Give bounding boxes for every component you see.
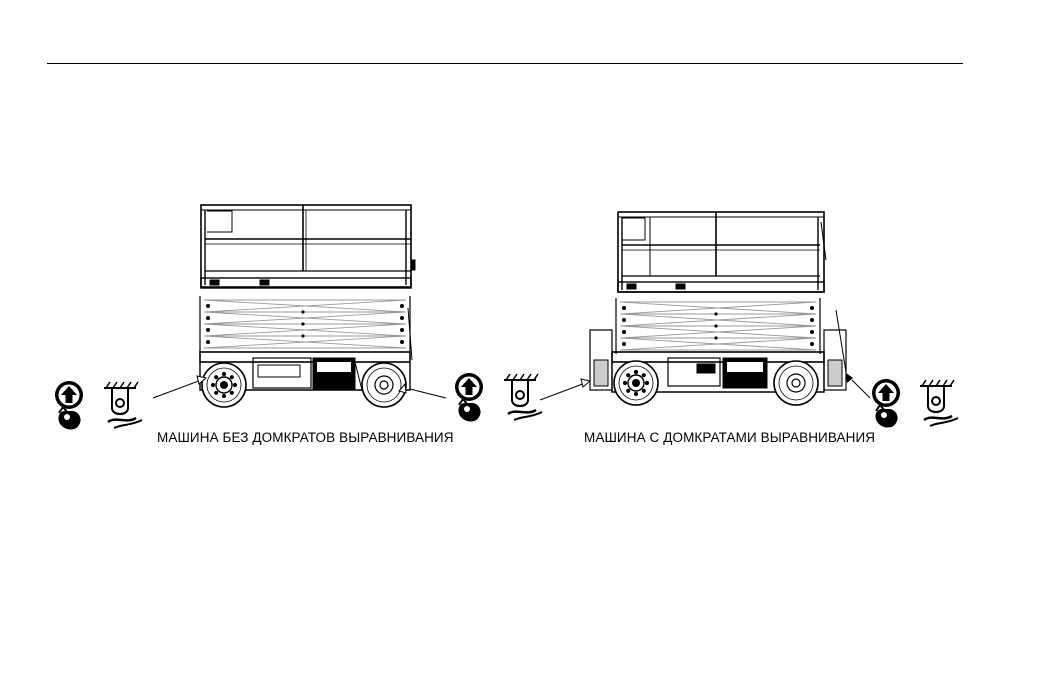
lift-with-jacks: [540, 212, 870, 405]
anchor-ring-icon: [104, 382, 142, 428]
anchor-ring-icon: [920, 380, 958, 426]
lift-without-jacks: [153, 205, 446, 407]
anchor-ring-icon: [504, 374, 542, 420]
tie-down-point-icon: [55, 381, 83, 430]
caption-with-jacks: МАШИНА С ДОМКРАТАМИ ВЫРАВНИВАНИЯ: [584, 430, 876, 445]
tie-down-point-icon: [872, 379, 900, 428]
tie-down-point-icon: [455, 373, 483, 422]
caption-without-jacks: МАШИНА БЕЗ ДОМКРАТОВ ВЫРАВНИВАНИЯ: [157, 430, 454, 445]
